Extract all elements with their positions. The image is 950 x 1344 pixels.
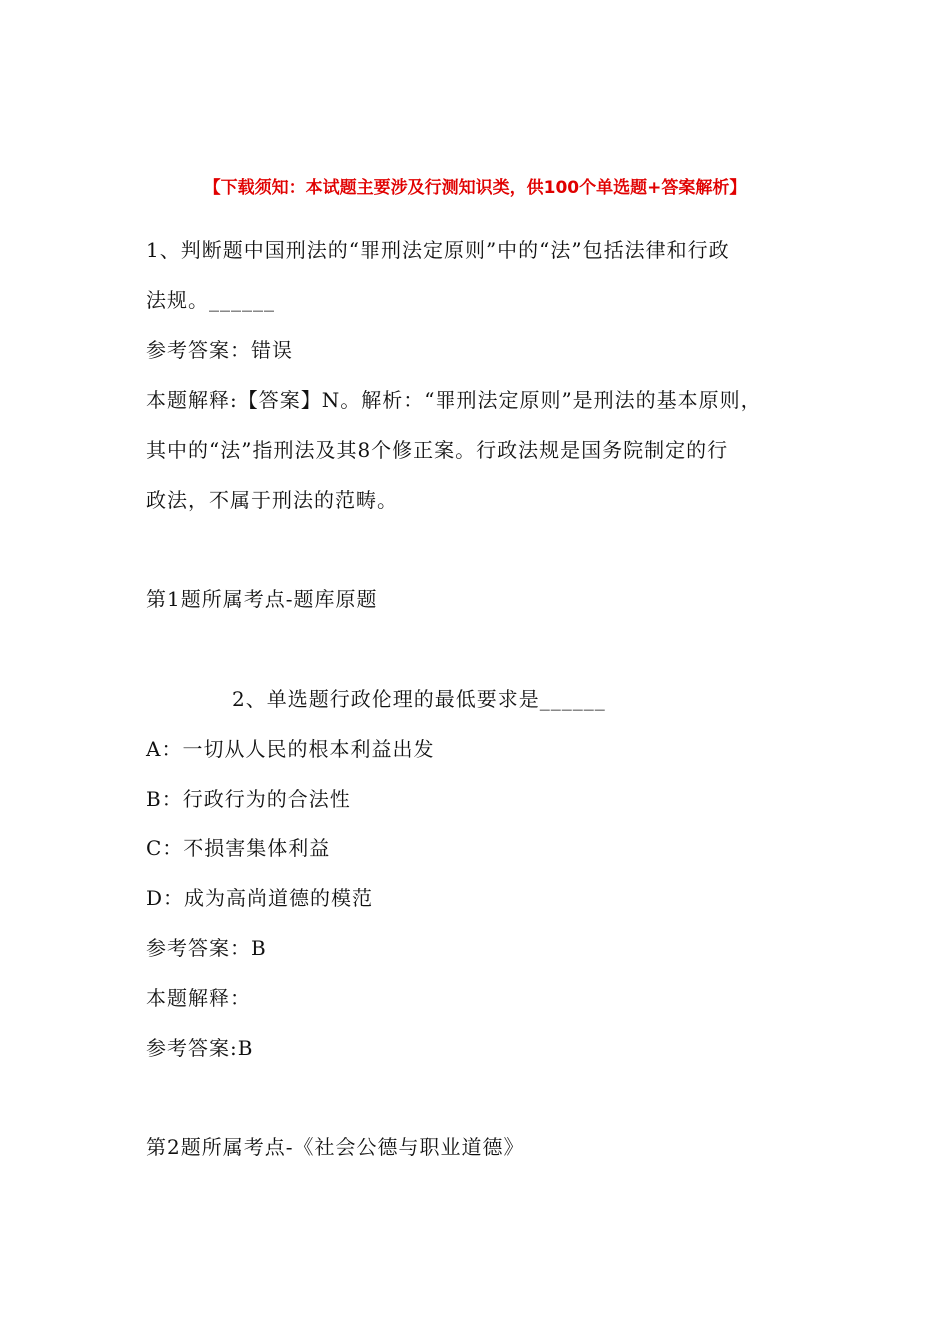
- question-2-stem: 2、单选题行政伦理的最低要求是______: [232, 687, 606, 711]
- question-2-option-b: B：行政行为的合法性: [146, 787, 351, 811]
- question-2-option-c: C：不损害集体利益: [146, 836, 331, 860]
- question-2-answer-repeat: 参考答案:B: [146, 1036, 254, 1060]
- question-2-answer: 参考答案：B: [146, 936, 267, 960]
- download-notice: 【下载须知：本试题主要涉及行测知识类，供100个单选题+答案解析】: [203, 178, 747, 198]
- question-1-explanation-line-1: 本题解释:【答案】N。解析：“罪刑法定原则”是刑法的基本原则，: [146, 388, 762, 412]
- question-1-topic: 第1题所属考点-题库原题: [146, 587, 378, 611]
- question-1-answer: 参考答案：错误: [146, 338, 293, 362]
- question-2-explanation: 本题解释：: [146, 986, 251, 1010]
- question-2-option-a: A：一切从人民的根本利益出发: [146, 737, 435, 761]
- question-1-explanation-line-2: 其中的“法”指刑法及其8个修正案。行政法规是国务院制定的行: [146, 438, 729, 462]
- question-1-stem-line-1: 1、判断题中国刑法的“罪刑法定原则”中的“法”包括法律和行政: [146, 238, 730, 262]
- question-1-stem-line-2: 法规。______: [146, 288, 275, 312]
- question-2-option-d: D：成为高尚道德的模范: [146, 886, 374, 910]
- question-2-topic: 第2题所属考点-《社会公德与职业道德》: [146, 1135, 525, 1159]
- question-1-explanation-line-3: 政法，不属于刑法的范畴。: [146, 488, 398, 512]
